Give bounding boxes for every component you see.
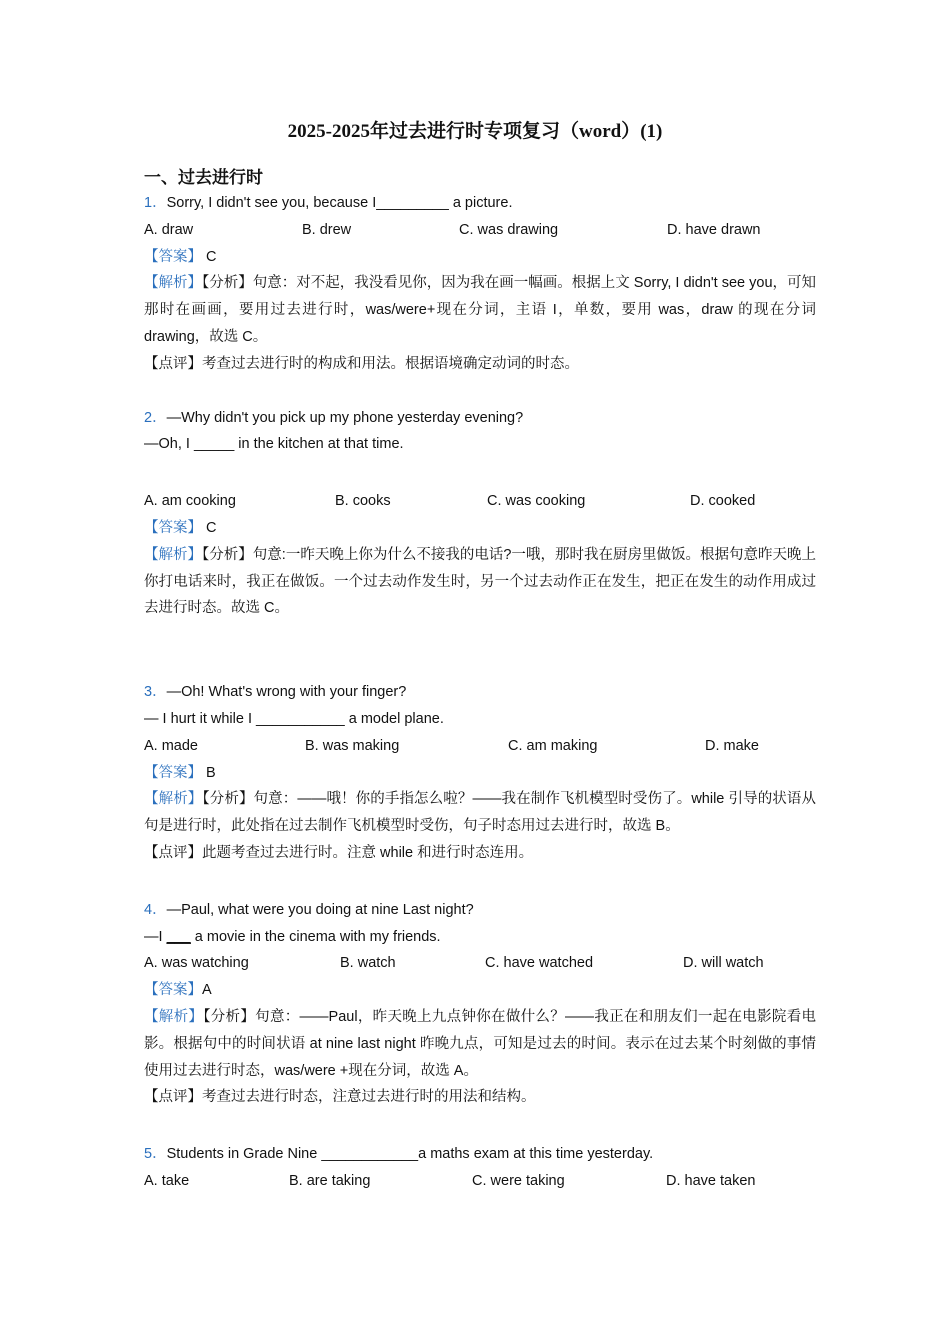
page-title: 2025-2025年过去进行时专项复习（word）(1) (287, 121, 663, 142)
analysis-block (144, 542, 816, 622)
option-a: A. draw (144, 221, 194, 238)
stem-text-2 (144, 924, 816, 951)
analysis-label: 【解析】 (144, 546, 203, 563)
stem-text-2: —Oh, I _____ in the kitchen at that time. (144, 436, 404, 453)
question-stem (144, 190, 816, 217)
option-a: A. am cooking (144, 493, 236, 510)
option-c: C. have watched (485, 955, 594, 972)
stem-part: —I (144, 928, 167, 945)
question-4 (144, 897, 816, 1111)
answer-line (144, 515, 816, 542)
option-a: A. was watching (144, 955, 249, 972)
analysis-text: 【分析】句意：——哦！你的手指怎么啦？——我在制作飞机模型时受伤了。while 引导的状语从句是进行时，此处指在过去制作飞机模型时受伤，句子时态用过去进行时，故选 B。 (144, 791, 816, 835)
answer-line (144, 977, 816, 1004)
option-b: B. was making (305, 737, 400, 754)
option-d: D. will watch (683, 955, 764, 972)
option-a: A. take (144, 1172, 190, 1189)
option-b: B. watch (340, 955, 396, 972)
option-c: C. am making (508, 737, 598, 754)
answer-label: 【答案】 (144, 248, 202, 265)
analysis-block (144, 786, 816, 840)
stem-text-2: — I hurt it while I ___________ a model plane. (144, 710, 444, 727)
analysis-block (144, 1004, 816, 1084)
answer-value: B (206, 764, 216, 781)
answer-value: C (206, 519, 217, 536)
answer-label: 【答案】 (144, 764, 202, 781)
question-stem (144, 1141, 816, 1168)
stem-text: —Why didn't you pick up my phone yesterday evening? (166, 409, 524, 426)
options-row (144, 217, 816, 244)
options-row (144, 488, 816, 515)
comment-line: 【点评】此题考查过去进行时。注意 while 和进行时态连用。 (144, 844, 534, 861)
answer-value: A (202, 982, 212, 999)
question-2 (144, 405, 816, 623)
analysis-text: 【分析】句意：对不起，我没看见你，因为我在画一幅画。根据上文 Sorry, I didn't see you，可知那时在画画，要用过去进行时，was/were+现在分词，主语 I，单数，要用 was，draw 的现在分词 drawing，故选 C。 (144, 275, 817, 345)
options-row (144, 1168, 816, 1195)
analysis-text: 【分析】句意：——Paul，昨天晚上九点钟你在做什么？——我正在和朋友们一起在电影院看电影。根据句中的时间状语 at nine last night 昨晚九点，可知是过去的时间。表示在过去某个时刻做的事情使用过去进行时态，was/were +现在分词，故选 A。 (144, 1008, 816, 1079)
document-body (144, 166, 816, 1195)
option-c: C. was drawing (459, 221, 559, 238)
analysis-block (144, 270, 816, 350)
question-stem (144, 679, 816, 706)
options-row (144, 950, 816, 977)
question-number: 3． (144, 684, 167, 701)
option-b: B. cooks (335, 493, 391, 510)
question-stem (144, 897, 816, 924)
option-a: A. made (144, 737, 198, 754)
question-5 (144, 1141, 816, 1195)
analysis-label: 【解析】 (144, 791, 203, 808)
option-b: B. drew (302, 221, 352, 238)
option-d: D. cooked (690, 493, 756, 510)
question-3 (144, 679, 816, 867)
answer-label: 【答案】 (144, 982, 202, 999)
stem-text: Sorry, I didn't see you, because I_________ a picture. (166, 195, 513, 211)
analysis-label: 【解析】 (144, 275, 203, 292)
stem-part: a movie in the cinema with my friends. (190, 928, 441, 945)
question-number: 5． (144, 1146, 167, 1163)
answer-blank: ___ (166, 928, 191, 945)
stem-text: —Paul, what were you doing at nine Last night? (166, 901, 474, 918)
option-d: D. have drawn (667, 221, 761, 238)
stem-text: —Oh! What's wrong with your finger? (166, 684, 407, 701)
comment-line: 【点评】考查过去进行时态，注意过去进行时的用法和结构。 (144, 1089, 536, 1106)
option-c: C. was cooking (487, 493, 586, 510)
question-number: 4． (144, 901, 167, 918)
option-d: D. have taken (666, 1172, 756, 1189)
comment-line: 【点评】考查过去进行时的构成和用法。根据语境确定动词的时态。 (144, 355, 579, 372)
analysis-text: 【分析】句意:一昨天晚上你为什么不接我的电话?一哦，那时我在厨房里做饭。根据句意昨天晚上你打电话来时，我正在做饭。一个过去动作发生时，另一个过去动作正在发生，把正在发生的动作用成过去进行时态。故选 C。 (144, 546, 816, 617)
question-stem (144, 405, 816, 432)
stem-text: Students in Grade Nine ____________a maths exam at this time yesterday. (166, 1146, 654, 1163)
answer-label: 【答案】 (144, 519, 202, 536)
question-number: 1． (144, 195, 167, 211)
answer-line (144, 244, 816, 271)
answer-line (144, 760, 816, 787)
analysis-label: 【解析】 (144, 1008, 204, 1025)
section-heading: 一、过去进行时 (144, 168, 263, 187)
option-b: B. are taking (289, 1172, 371, 1189)
options-row (144, 733, 816, 760)
question-1 (144, 190, 816, 378)
question-number: 2． (144, 409, 167, 426)
option-d: D. make (705, 737, 759, 754)
answer-value: C (206, 248, 217, 265)
option-c: C. were taking (472, 1172, 565, 1189)
